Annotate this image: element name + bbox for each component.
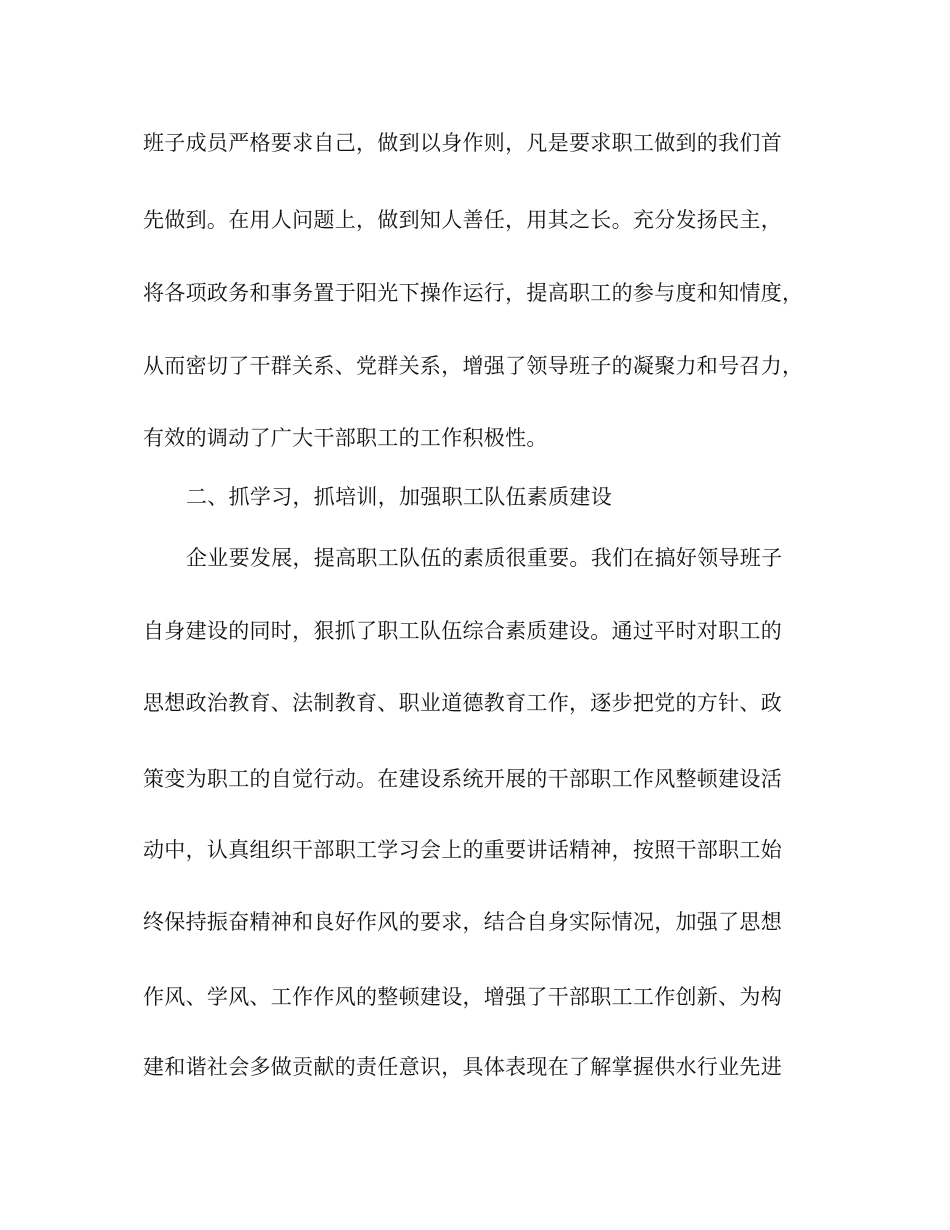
paragraph-line: 从而密切了干群关系、党群关系，增强了领导班子的凝聚力和号召力， <box>143 354 804 378</box>
paragraph-line: 班子成员严格要求自己，做到以身作则，凡是要求职工做到的我们首 <box>143 131 782 155</box>
paragraph-line: 作风、学风、工作作风的整顿建设，增强了干部职工工作创新、为构 <box>143 985 782 1009</box>
paragraph-line: 自身建设的同时，狠抓了职工队伍综合素质建设。通过平时对职工的 <box>143 619 782 643</box>
paragraph-line: 企业要发展，提高职工队伍的素质很重要。我们在搞好领导班子 <box>186 546 783 570</box>
paragraph-line: 策变为职工的自觉行动。在建设系统开展的干部职工作风整顿建设活 <box>143 767 782 791</box>
paragraph-line: 建和谐社会多做贡献的责任意识，具体表现在了解掌握供水行业先进 <box>143 1055 782 1079</box>
paragraph-line: 终保持振奋精神和良好作风的要求，结合自身实际情况，加强了思想 <box>143 910 782 934</box>
paragraph-line: 有效的调动了广大干部职工的工作积极性。 <box>143 426 548 450</box>
paragraph-line: 动中，认真组织干部职工学习会上的重要讲话精神，按照干部职工始 <box>143 838 782 862</box>
section-heading: 二、抓学习，抓培训，加强职工队伍素质建设 <box>186 485 612 509</box>
paragraph-line: 先做到。在用人问题上，做到知人善任，用其之长。充分发扬民主， <box>143 208 782 232</box>
paragraph-line: 将各项政务和事务置于阳光下操作运行，提高职工的参与度和知情度， <box>143 281 804 305</box>
paragraph-line: 思想政治教育、法制教育、职业道德教育工作，逐步把党的方针、政 <box>143 691 782 715</box>
